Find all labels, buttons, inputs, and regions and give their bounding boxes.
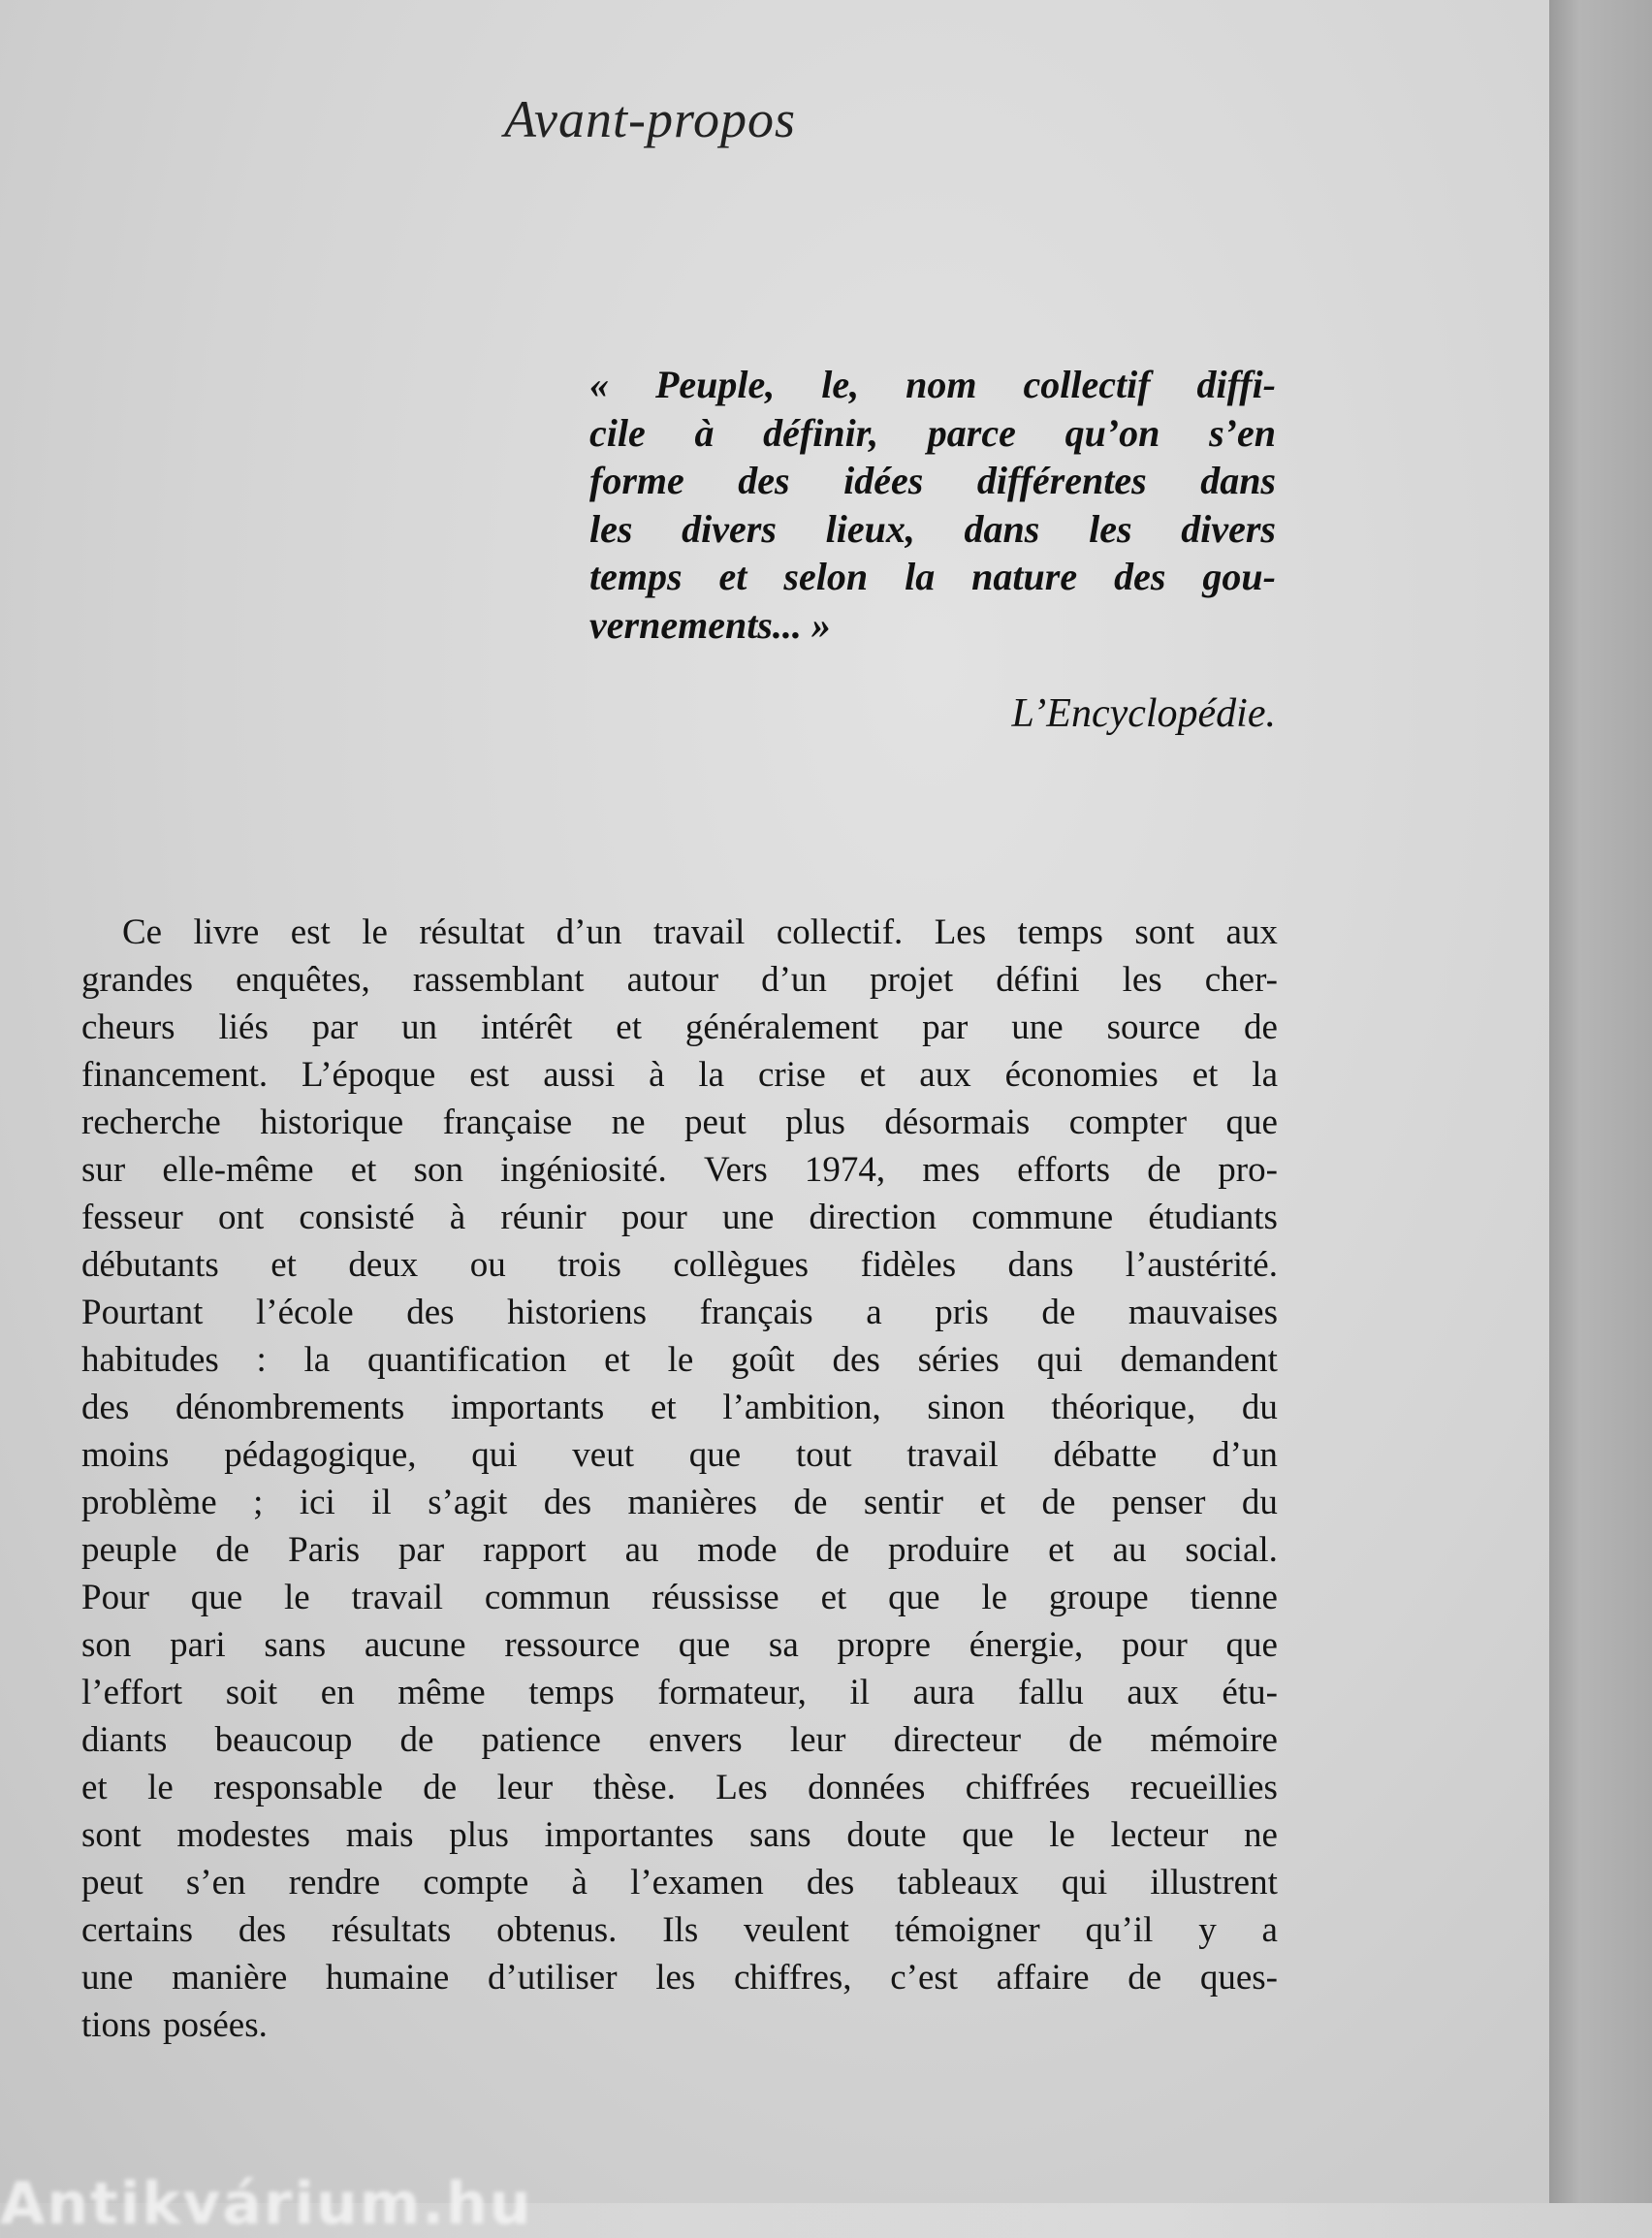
body-line: financement. L’époque est aussi à la crise et aux économies et la: [81, 1055, 1278, 1095]
body-line: et le responsable de leur thèse. Les données chiffrées recueillies: [81, 1768, 1278, 1807]
body-line: tions posées.: [81, 2005, 268, 2045]
body-line: Pourtant l’école des historiens français a pris de mauvaises: [81, 1293, 1278, 1332]
body-line: Ce livre est le résultat d’un travail collectif. Les temps sont aux: [122, 912, 1278, 952]
body-line: problème ; ici il s’agit des manières de sentir et de penser du: [81, 1483, 1278, 1522]
body-line: l’effort soit en même temps formateur, il aura fallu aux étu-: [81, 1673, 1278, 1712]
body-line: des dénombrements importants et l’ambition, sinon théorique, du: [81, 1388, 1278, 1427]
body-line: peuple de Paris par rapport au mode de produire et au social.: [81, 1530, 1278, 1570]
epigraph-line: vernements... »: [589, 602, 831, 647]
page-edge: [1549, 0, 1652, 2203]
epigraph-line: temps et selon la nature des gou-: [589, 555, 1276, 598]
epigraph-line: « Peuple, le, nom collectif diffi-: [589, 363, 1276, 406]
epigraph-line: les divers lieux, dans les divers: [589, 506, 1276, 551]
chapter-title: Avant-propos: [504, 90, 796, 148]
body-line: sont modestes mais plus importantes sans doute que le lecteur ne: [81, 1815, 1278, 1855]
epigraph-line: cile à définir, parce qu’on s’en: [589, 410, 1276, 455]
body-line: cheurs liés par un intérêt et généralement par une source de: [81, 1007, 1278, 1047]
body-line: sur elle-même et son ingéniosité. Vers 1974, mes efforts de pro-: [81, 1150, 1278, 1190]
body-line: fesseur ont consisté à réunir pour une direction commune étudiants: [81, 1198, 1278, 1237]
epigraph: [589, 361, 1276, 649]
body-line: peut s’en rendre compte à l’examen des tableaux qui illustrent: [81, 1863, 1278, 1902]
epigraph-line: forme des idées différentes dans: [589, 459, 1276, 502]
body-line: diants beaucoup de patience envers leur directeur de mémoire: [81, 1720, 1278, 1760]
body-line: son pari sans aucune ressource que sa propre énergie, pour que: [81, 1625, 1278, 1665]
body-line: certains des résultats obtenus. Ils veulent témoigner qu’il y a: [81, 1910, 1278, 1950]
body-line: une manière humaine d’utiliser les chiffres, c’est affaire de ques-: [81, 1958, 1278, 1998]
body-line: habitudes : la quantification et le goût des séries qui demandent: [81, 1340, 1278, 1380]
body-paragraph: [81, 909, 1278, 2049]
body-line: débutants et deux ou trois collègues fidèles dans l’austérité.: [81, 1245, 1278, 1285]
watermark: Antikvárium.hu: [0, 2170, 533, 2238]
epigraph-attribution: L’Encyclopédie.: [1011, 691, 1276, 736]
body-line: moins pédagogique, qui veut que tout travail débatte d’un: [81, 1435, 1278, 1475]
body-line: grandes enquêtes, rassemblant autour d’un projet défini les cher-: [81, 960, 1278, 1000]
body-line: recherche historique française ne peut plus désormais compter que: [81, 1103, 1278, 1142]
body-line: Pour que le travail commun réussisse et que le groupe tienne: [81, 1578, 1278, 1617]
